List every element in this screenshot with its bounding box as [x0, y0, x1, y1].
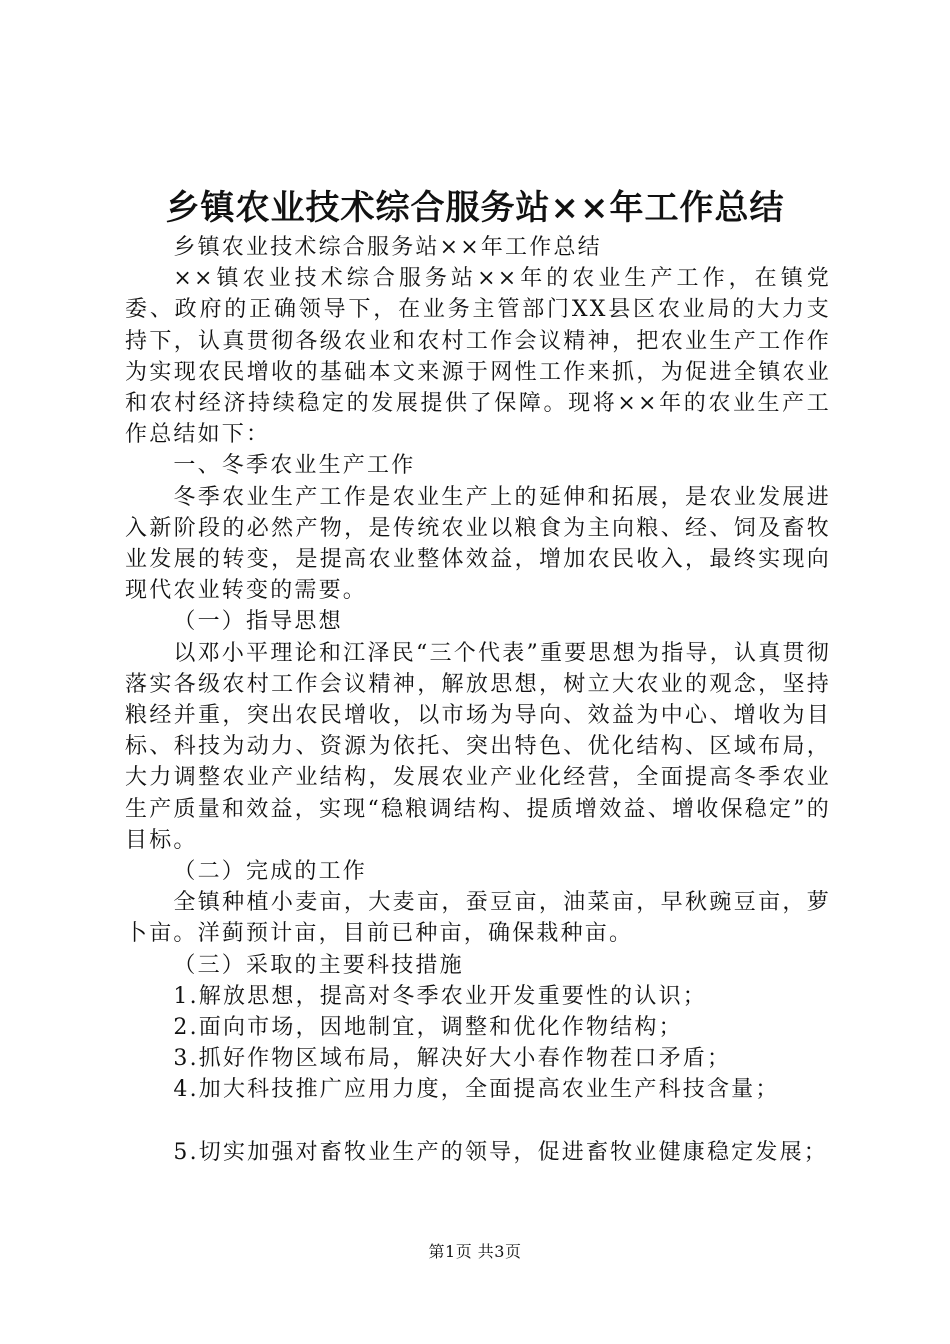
- subsection-heading-guiding-thought: （一）指导思想: [173, 609, 343, 635]
- paragraph-guiding-thought: 以邓小平理论和江泽民“三个代表”重要思想为指导，认真贯彻落实各级农村工作会议精神，解放思想，树立大农业的观念，坚持粮经并重，突出农民增收，以市场为导向、效益为中心、增收为目标、科技为动力、资源为依托、突出特色、优化结构、区域布局，大力调整农业产业结构，发展农业产业化经营，全面提高冬季农业生产质量和效益，实现“稳粮调结构、提质增效益、增收保稳定”的目标。: [125, 640, 831, 853]
- paragraph-subtitle: 乡镇农业技术综合服务站××年工作总结: [173, 235, 602, 260]
- page-title: 乡镇农业技术综合服务站××年工作总结: [165, 188, 785, 228]
- paragraph-intro: ××镇农业技术综合服务站××年的农业生产工作，在镇党委、政府的正确领导下，在业务主管部门XX县区农业局的大力支持下，认真贯彻各级农业和农村工作会议精神，把农业生产工作作为实现农民增收的基础本文来源于网性工作来抓，为促进全镇农业和农村经济持续稳定的发展提供了保障。现将××年的农业生产工作总结如下：: [125, 266, 831, 448]
- section-heading-1: 一、冬季农业生产工作: [173, 453, 416, 479]
- subsection-heading-completed-work: （二）完成的工作: [173, 859, 367, 885]
- measure-item-2: 2.面向市场，因地制宜，调整和优化作物结构；: [173, 1015, 683, 1041]
- measure-item-4: 4.加大科技推广应用力度，全面提高农业生产科技含量；: [173, 1077, 780, 1103]
- paragraph-winter-agriculture: 冬季农业生产工作是农业生产上的延伸和拓展，是农业发展进入新阶段的必然产物，是传统农业以粮食为主向粮、经、饲及畜牧业发展的转变，是提高农业整体效益，增加农民收入，最终实现向现代农业转变的需要。: [125, 484, 831, 604]
- paragraph-completed-work: 全镇种植小麦亩，大麦亩，蚕豆亩，油菜亩，早秋豌豆亩，萝卜亩。洋蓟预计亩，目前已种亩，确保栽种亩。: [125, 890, 831, 947]
- measure-item-3: 3.抓好作物区域布局，解决好大小春作物茬口矛盾；: [173, 1046, 732, 1072]
- measure-item-5: 5.切实加强对畜牧业生产的领导，促进畜牧业健康稳定发展；: [173, 1139, 828, 1165]
- page-footer: 第1页 共3页: [428, 1242, 522, 1261]
- subsection-heading-measures: （三）采取的主要科技措施: [173, 952, 464, 978]
- measure-item-1: 1.解放思想，提高对冬季农业开发重要性的认识；: [173, 983, 707, 1009]
- document-body: [125, 232, 831, 1168]
